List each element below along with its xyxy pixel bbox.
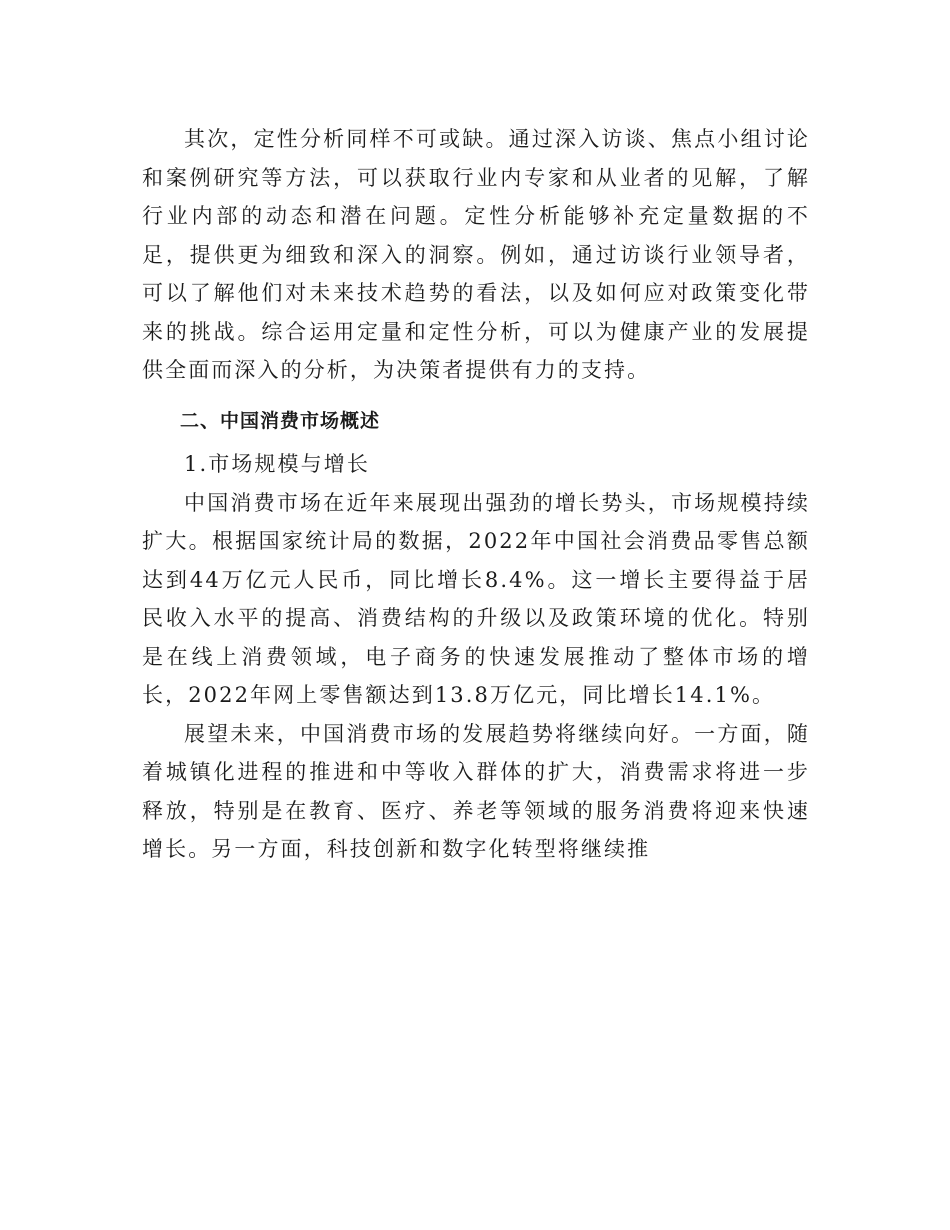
paragraph-qualitative-analysis: 其次，定性分析同样不可或缺。通过深入访谈、焦点小组讨论和案例研究等方法，可以获取行业内专家和从业者的见解，了解行业内部的动态和潜在问题。定性分析能够补充定量数据的不足，提供更为细致和深入的洞察。例如，通过访谈行业领导者，可以了解他们对未来技术趋势的看法，以及如何应对政策变化带来的挑战。综合运用定量和定性分析，可以为健康产业的发展提供全面而深入的分析，为决策者提供有力的支持。 (142, 127, 810, 382)
subsection-heading: 1.市场规模与增长 (184, 452, 370, 476)
paragraph-market-scale: 中国消费市场在近年来展现出强劲的增长势头，市场规模持续扩大。根据国家统计局的数据，2022年中国社会消费品零售总额达到44万亿元人民币，同比增长8.4%。这一增长主要得益于居民收入水平的提高、消费结构的升级以及政策环境的优化。特别是在线上消费领域，电子商务的快速发展推动了整体市场的增长，2022年网上零售额达到13.8万亿元，同比增长14.1%。 (142, 490, 810, 707)
paragraph-market-outlook: 展望未来，中国消费市场的发展趋势将继续向好。一方面，随着城镇化进程的推进和中等收入群体的扩大，消费需求将进一步释放，特别是在教育、医疗、养老等领域的服务消费将迎来快速增长。另一方面，科技创新和数字化转型将继续推 (142, 721, 810, 861)
section-heading: 二、中国消费市场概述 (180, 409, 381, 432)
document-body (142, 120, 810, 869)
